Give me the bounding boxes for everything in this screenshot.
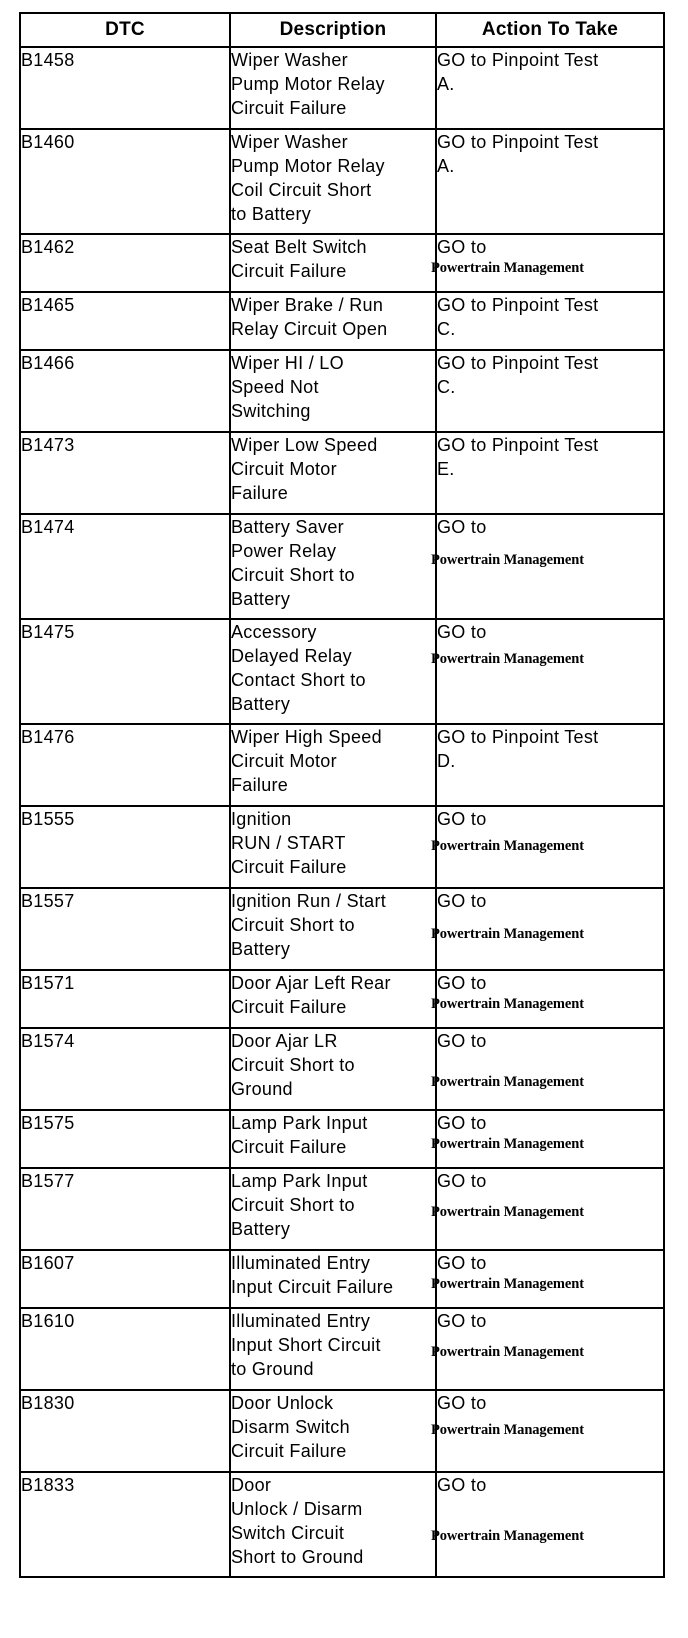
action-cell — [431, 1308, 664, 1390]
powertrain-management-reference: Powertrain Management — [431, 651, 584, 667]
description-line: Battery — [231, 589, 291, 609]
action-line: GO to Pinpoint Test — [437, 727, 599, 747]
table-row — [20, 1472, 664, 1577]
description-line: Circuit Failure — [231, 857, 347, 877]
header-description: Description — [230, 13, 436, 47]
description-line: Battery Saver — [231, 517, 344, 537]
table-body — [20, 47, 664, 1577]
dtc-code-cell — [20, 129, 230, 234]
table-row — [20, 432, 664, 514]
action-cell — [436, 724, 664, 806]
table-row — [20, 292, 664, 350]
dtc-code-cell — [20, 888, 230, 970]
table-header — [20, 13, 664, 47]
dtc-code-cell — [20, 234, 230, 292]
action-line: GO to Pinpoint Test — [437, 295, 599, 315]
description-cell — [230, 1168, 436, 1250]
description-cell — [230, 970, 436, 1028]
powertrain-management-reference: Powertrain Management — [431, 838, 584, 854]
description-line: Circuit Failure — [231, 997, 347, 1017]
description-line: Switching — [231, 401, 311, 421]
table-row — [20, 350, 664, 432]
header-row — [20, 13, 664, 47]
action-line: GO to Pinpoint Test — [437, 435, 599, 455]
table-row — [20, 129, 664, 234]
dtc-code: B1475 — [21, 622, 75, 642]
powertrain-management-reference: Powertrain Management — [431, 1204, 584, 1220]
action-cell — [431, 806, 664, 888]
action-cell — [431, 1472, 664, 1577]
dtc-code-cell — [20, 1168, 230, 1250]
description-line: to Ground — [231, 1359, 314, 1379]
description-line: Failure — [231, 775, 289, 795]
description-line: Door — [231, 1475, 272, 1495]
description-line: Battery — [231, 694, 291, 714]
action-cell — [436, 129, 664, 234]
description-line: Circuit Short to — [231, 565, 355, 585]
header-action: Action To Take — [436, 13, 664, 47]
dtc-code-cell — [20, 1250, 230, 1308]
description-cell — [230, 129, 436, 234]
description-line: Seat Belt Switch — [231, 237, 367, 257]
description-cell — [230, 432, 436, 514]
description-line: Door Unlock — [231, 1393, 334, 1413]
description-line: Wiper Brake / Run — [231, 295, 384, 315]
table-row — [20, 514, 664, 619]
description-cell — [230, 806, 436, 888]
description-cell — [230, 1250, 436, 1308]
action-line: GO to — [437, 622, 487, 642]
action-line: GO to Pinpoint Test — [437, 50, 599, 70]
action-cell — [436, 432, 664, 514]
description-cell — [230, 619, 436, 724]
description-line: Power Relay — [231, 541, 337, 561]
dtc-code: B1462 — [21, 237, 75, 257]
description-cell — [230, 1110, 436, 1168]
description-line: Pump Motor Relay — [231, 156, 385, 176]
action-line: GO to — [437, 1171, 487, 1191]
description-line: RUN / START — [231, 833, 346, 853]
dtc-table — [19, 12, 665, 1578]
description-line: Ignition — [231, 809, 292, 829]
description-line: Circuit Short to — [231, 1055, 355, 1075]
powertrain-management-reference: Powertrain Management — [431, 1136, 584, 1152]
action-cell — [436, 292, 664, 350]
action-line: GO to — [437, 809, 487, 829]
description-cell — [230, 234, 436, 292]
table-row — [20, 1168, 664, 1250]
description-line: Disarm Switch — [231, 1417, 350, 1437]
description-line: Door Ajar Left Rear — [231, 973, 391, 993]
dtc-code-cell — [20, 1110, 230, 1168]
table-row — [20, 970, 664, 1028]
description-line: Circuit Motor — [231, 459, 337, 479]
dtc-code: B1571 — [21, 973, 75, 993]
powertrain-management-reference: Powertrain Management — [431, 1422, 584, 1438]
dtc-code: B1607 — [21, 1253, 75, 1273]
description-cell — [230, 888, 436, 970]
action-line: A. — [437, 74, 455, 94]
table-row — [20, 1250, 664, 1308]
description-line: Circuit Motor — [231, 751, 337, 771]
action-line: GO to — [437, 1311, 487, 1331]
description-line: Circuit Failure — [231, 1441, 347, 1461]
dtc-code: B1476 — [21, 727, 75, 747]
description-line: Wiper HI / LO — [231, 353, 344, 373]
table-row — [20, 1390, 664, 1472]
description-cell — [230, 724, 436, 806]
dtc-code-cell — [20, 806, 230, 888]
dtc-code-cell — [20, 1308, 230, 1390]
powertrain-management-reference: Powertrain Management — [431, 1344, 584, 1360]
description-cell — [230, 1390, 436, 1472]
action-cell — [431, 514, 664, 619]
dtc-code-cell — [20, 292, 230, 350]
description-line: Input Circuit Failure — [231, 1277, 394, 1297]
description-line: Door Ajar LR — [231, 1031, 338, 1051]
action-line: GO to Pinpoint Test — [437, 353, 599, 373]
description-line: Accessory — [231, 622, 317, 642]
dtc-code: B1575 — [21, 1113, 75, 1133]
description-line: Wiper Washer — [231, 50, 348, 70]
description-line: Pump Motor Relay — [231, 74, 385, 94]
dtc-code-cell — [20, 619, 230, 724]
action-cell — [431, 619, 664, 724]
description-cell — [230, 514, 436, 619]
description-cell — [230, 292, 436, 350]
action-line: C. — [437, 377, 456, 397]
action-line: E. — [437, 459, 455, 479]
dtc-code-cell — [20, 970, 230, 1028]
action-cell — [431, 970, 664, 1028]
dtc-code: B1574 — [21, 1031, 75, 1051]
action-cell — [431, 1250, 664, 1308]
dtc-code-cell — [20, 1028, 230, 1110]
powertrain-management-reference: Powertrain Management — [431, 260, 584, 276]
description-line: Circuit Short to — [231, 1195, 355, 1215]
table-row — [20, 234, 664, 292]
table-row — [20, 888, 664, 970]
description-line: Ground — [231, 1079, 293, 1099]
dtc-code-cell — [20, 350, 230, 432]
description-line: Illuminated Entry — [231, 1311, 371, 1331]
description-line: Lamp Park Input — [231, 1113, 368, 1133]
dtc-code: B1474 — [21, 517, 75, 537]
description-cell — [230, 1028, 436, 1110]
action-cell — [436, 47, 664, 129]
description-cell — [230, 1472, 436, 1577]
description-line: Switch Circuit — [231, 1523, 345, 1543]
description-cell — [230, 47, 436, 129]
action-cell — [431, 234, 664, 292]
description-line: Coil Circuit Short — [231, 180, 372, 200]
action-line: GO to — [437, 1475, 487, 1495]
action-cell — [436, 350, 664, 432]
action-cell — [431, 1110, 664, 1168]
dtc-code: B1466 — [21, 353, 75, 373]
action-line: GO to — [437, 517, 487, 537]
description-line: Delayed Relay — [231, 646, 352, 666]
description-line: Wiper High Speed — [231, 727, 382, 747]
description-cell — [230, 350, 436, 432]
description-line: Ignition Run / Start — [231, 891, 387, 911]
dtc-code-cell — [20, 47, 230, 129]
action-line: GO to — [437, 973, 487, 993]
powertrain-management-reference: Powertrain Management — [431, 1276, 584, 1292]
table-row — [20, 724, 664, 806]
action-line: GO to — [437, 1031, 487, 1051]
dtc-code-cell — [20, 1390, 230, 1472]
powertrain-management-reference: Powertrain Management — [431, 926, 584, 942]
table-row — [20, 47, 664, 129]
table-row — [20, 806, 664, 888]
action-line: GO to — [437, 1253, 487, 1273]
action-line: GO to — [437, 891, 487, 911]
table-row — [20, 1308, 664, 1390]
action-line: D. — [437, 751, 456, 771]
description-line: Failure — [231, 483, 289, 503]
header-dtc: DTC — [20, 13, 230, 47]
dtc-code: B1460 — [21, 132, 75, 152]
description-line: Battery — [231, 939, 291, 959]
description-line: Lamp Park Input — [231, 1171, 368, 1191]
description-line: Wiper Washer — [231, 132, 348, 152]
dtc-code: B1833 — [21, 1475, 75, 1495]
action-cell — [431, 1028, 664, 1110]
dtc-code-cell — [20, 1472, 230, 1577]
dtc-code-cell — [20, 724, 230, 806]
powertrain-management-reference: Powertrain Management — [431, 552, 584, 568]
description-line: Short to Ground — [231, 1547, 364, 1567]
action-line: GO to — [437, 1393, 487, 1413]
description-line: Circuit Failure — [231, 1137, 347, 1157]
dtc-code: B1610 — [21, 1311, 75, 1331]
description-line: Unlock / Disarm — [231, 1499, 363, 1519]
dtc-code-cell — [20, 432, 230, 514]
dtc-code: B1458 — [21, 50, 75, 70]
description-line: Wiper Low Speed — [231, 435, 378, 455]
description-line: Input Short Circuit — [231, 1335, 381, 1355]
dtc-code: B1465 — [21, 295, 75, 315]
dtc-code: B1473 — [21, 435, 75, 455]
description-line: to Battery — [231, 204, 312, 224]
description-line: Speed Not — [231, 377, 319, 397]
description-line: Battery — [231, 1219, 291, 1239]
description-line: Circuit Failure — [231, 261, 347, 281]
action-line: A. — [437, 156, 455, 176]
table-row — [20, 619, 664, 724]
action-line: GO to Pinpoint Test — [437, 132, 599, 152]
description-line: Relay Circuit Open — [231, 319, 388, 339]
action-line: GO to — [437, 237, 487, 257]
dtc-code: B1557 — [21, 891, 75, 911]
description-line: Contact Short to — [231, 670, 366, 690]
description-line: Illuminated Entry — [231, 1253, 371, 1273]
dtc-code: B1555 — [21, 809, 75, 829]
powertrain-management-reference: Powertrain Management — [431, 1528, 584, 1544]
action-line: C. — [437, 319, 456, 339]
dtc-code: B1577 — [21, 1171, 75, 1191]
powertrain-management-reference: Powertrain Management — [431, 996, 584, 1012]
description-line: Circuit Failure — [231, 98, 347, 118]
dtc-code-cell — [20, 514, 230, 619]
description-cell — [230, 1308, 436, 1390]
action-line: GO to — [437, 1113, 487, 1133]
powertrain-management-reference: Powertrain Management — [431, 1074, 584, 1090]
action-cell — [431, 1390, 664, 1472]
table-row — [20, 1028, 664, 1110]
action-cell — [431, 1168, 664, 1250]
dtc-code: B1830 — [21, 1393, 75, 1413]
description-line: Circuit Short to — [231, 915, 355, 935]
table-row — [20, 1110, 664, 1168]
action-cell — [431, 888, 664, 970]
